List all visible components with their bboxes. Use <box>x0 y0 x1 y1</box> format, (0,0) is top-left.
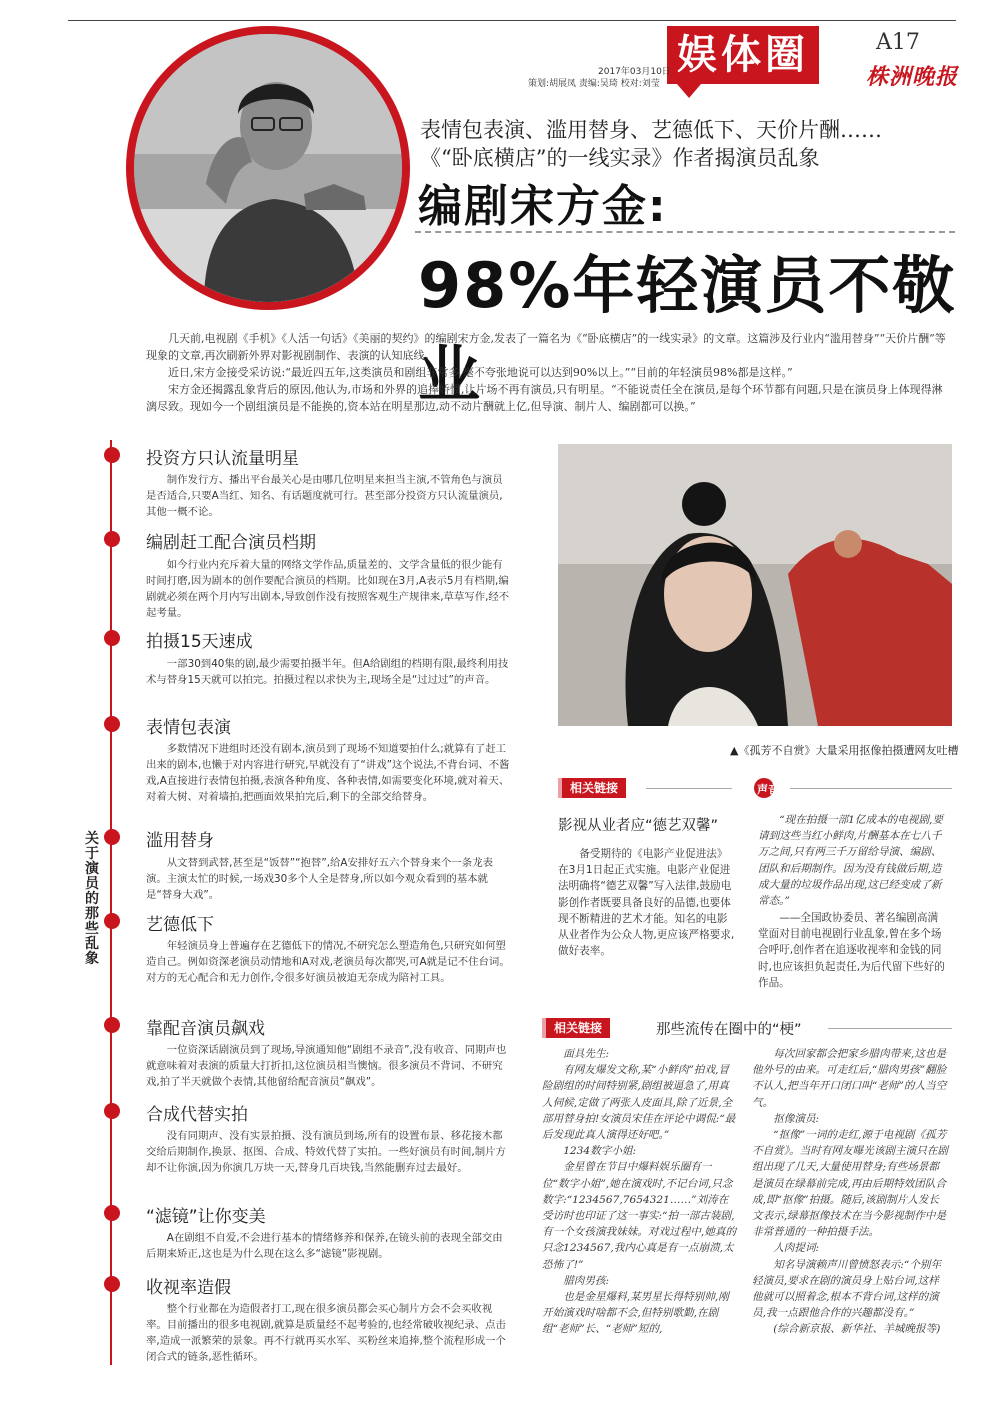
paper-name: 株洲晚报 <box>866 64 959 90</box>
section-title: 滥用替身 <box>146 831 214 851</box>
publish-meta <box>528 66 671 90</box>
section-body <box>146 557 512 621</box>
meme-subhead: 面具先生: <box>563 1048 610 1060</box>
meme-paragraph: 每次回家都会把家乡腊肉带来,这也是他外号的由来。可走红后,“腊肉男孩”翻脸不认人,把当年开口闭口叫“老师”的人当空气。 <box>752 1048 947 1109</box>
divider <box>646 788 732 789</box>
section-bullet <box>104 829 120 845</box>
section-paragraph: 整个行业都在为造假者打工,现在很多演员都会买心制片方会不会买收视率。目前播出的很多电视剧,就算是质量经不起考验的,也经常破收视纪录、点击率,造成一派繁荣的景象。再不行就再买水军、买粉丝来追捧,整个流程形成一个闭合式的链条,恶性循环。 <box>146 1303 506 1363</box>
sources-note: (综合新京报、新华社、羊城晚报等) <box>773 1323 941 1336</box>
voice-quote <box>758 812 948 909</box>
related-paragraph: 备受期待的《电影产业促进法》在3月1日起正式实施。电影产业促进法明确将“德艺双馨”写入法律,鼓励电影创作者既要具备良好的品德,也要体现不断精进的艺术才能。知名的电影从业者作为公众人物,更应该严格要求,做好表率。 <box>558 848 735 958</box>
section-bullet <box>104 913 120 929</box>
intro-paragraph: 宋方金还揭露乱象背后的原因,他认为,市场和外界的追捧娇惯,让片场不再有演员,只有明星。“不能说责任全在演员,是每个环节都有问题,只是在演员身上体现得淋漓尽致。现如今一个剧组演员是不能换的,资本站在明星那边,动不动片酬就上亿,但导演、制片人、编剧都可以换。” <box>146 383 943 413</box>
meme-paragraph: “抠像”一词的走红,源于电视剧《孤芳不自赏》。当时有网友曝光该剧主演只在剧组出现了几天,大量使用替身;有些场景都是演员在绿幕前完成,再由后期特效团队合成,即“抠像”拍摄。随后,该剧制片人发长文表示,绿幕抠像技术在当今影视制作中是非常普通的一种拍摄手法。 <box>752 1129 948 1239</box>
section-paragraph: 从文替到武替,甚至是“饭替”“抱替”,给A安排好五六个替身来个一条龙表演。主演太忙的时候,一场戏30多个人全是替身,所以如今观众看到的基本就是“替身大戏”。 <box>146 857 493 901</box>
section-bullet <box>104 1103 120 1119</box>
headline-title: 编剧宋方金: <box>418 181 668 232</box>
headline-divider <box>415 231 955 233</box>
section-body <box>146 1230 512 1262</box>
section-paragraph: 如今行业内充斥着大量的网络文学作品,质量差的、文学含量低的很少能有时间打磨,因为剧本的创作要配合演员的档期。比如现在3月,A表示5月有档期,编剧就必须在两个月内写出剧本,导致创作没有按照客观生产规律来,草草写作,经不起考量。 <box>146 559 510 619</box>
author-portrait <box>134 34 402 302</box>
timeline-line <box>110 440 112 1365</box>
intro-paragraph: 几天前,电视剧《手机》《人活一句话》《美丽的契约》的编剧宋方金,发表了一篇名为《“卧底横店”的一线实录》的文章。这篇涉及行业内“滥用替身”“天价片酬”等现象的文章,再次刷新外界对影视剧制作、表演的认知底线。 <box>146 332 946 362</box>
section-paragraph: 多数情况下进组时还没有剧本,演员到了现场不知道要拍什么;就算有了赶工出来的剧本,也懒于对内容进行研究,早就没有了“讲戏”这个说法,不背台词、不酱戏,A直接进行表情包拍摄,表演各种角度、各种表情,如需要变化环境,就对着天、对着大树、对着墙拍,把画面效果拍完后,剩下的全部交给替身。 <box>146 743 510 803</box>
section-title: 艺德低下 <box>146 915 214 935</box>
section-paragraph: 一部30到40集的剧,最少需要拍摄半年。但A给剧组的档期有限,最终利用技术与替身15天就可以拍完。拍摄过程以求快为主,现场全是“过过过”的声音。 <box>146 658 509 686</box>
section-body <box>146 855 512 903</box>
related-title: 那些流传在圈中的“梗” <box>656 1022 802 1038</box>
meme-paragraph: 金星曾在节目中爆料娱乐圈有一位“数字小姐”,她在演戏时,不记台词,只念数字:“1234567,7654321……”刘涛在受访时也印证了这一事实:“拍一部古装剧,有一个女孩演我妹妹。对戏过程中,她真的只念1234567,我内心真是有一点崩溃,太恐怖了!” <box>542 1161 737 1271</box>
section-bullet <box>104 531 120 547</box>
section-title: 合成代替实拍 <box>146 1105 248 1125</box>
section-title: 拍摄15天速成 <box>146 632 253 652</box>
meme-paragraph: 也是金星爆料,某男星长得特别帅,刚开始演戏时啥都不会,但特别歌勤,在剧组“老师”长、“老师”短的, <box>542 1291 729 1336</box>
section-body <box>146 656 512 688</box>
section-bullet <box>104 716 120 732</box>
section-body <box>146 1301 512 1365</box>
top-rule <box>68 20 956 21</box>
section-title: “滤镜”让你变美 <box>146 1207 266 1227</box>
meme-subhead: 人肉提词: <box>773 1242 820 1255</box>
section-title: 收视率造假 <box>146 1278 231 1298</box>
section-title: 靠配音演员飙戏 <box>146 1019 265 1039</box>
section-body <box>146 938 512 986</box>
drama-still-photo <box>558 444 952 726</box>
memes-column-1 <box>542 1046 738 1338</box>
voice-attribution-text: ——全国政协委员、著名编剧高满堂面对目前电视剧行业乱象,曾在多个场合呼吁,创作者在追逐收视率和金钱的同时,也应该担负起责任,为后代留下些好的作品。 <box>758 912 945 989</box>
divider <box>828 1028 952 1029</box>
intro-paragraph: 近日,宋方金接受采访说:“最近四五年,这类演员和剧组非常多,毫不夸张地说可以达到90%以上。”“目前的年轻演员98%都是这样。” <box>168 366 793 379</box>
drama-still-illustration <box>558 444 952 726</box>
section-bullet <box>104 1205 120 1221</box>
related-title: 影视从业者应“德艺双馨” <box>558 818 719 834</box>
section-bullet <box>104 630 120 646</box>
side-label: 关于演员的那些乱象 <box>85 831 99 967</box>
kicker <box>420 116 940 172</box>
related-body <box>558 846 738 959</box>
voice-tag: 声音 <box>757 783 779 796</box>
meme-paragraph: 知名导演赖声川曾愤怒表示:“个别年轻演员,要求在剧的演员身上贴台词,这样他就可以照着念,根本不背台词,这样的演员,我一点跟他合作的兴趣都没有。” <box>752 1258 942 1320</box>
photo-caption: ▲《孤芳不自赏》大量采用抠像拍摄遭网友吐槽 <box>730 744 959 757</box>
section-title: 编剧赶工配合演员档期 <box>146 533 316 553</box>
kicker-line-2: 《“卧底横店”的一线实录》作者揭演员乱象 <box>420 146 820 170</box>
kicker-line-1: 表情包表演、滥用替身、艺德低下、天价片酬…… <box>420 118 882 142</box>
section-paragraph: 年轻演员身上普遍存在艺德低下的情况,不研究怎么塑造角色,只研究如何塑造自己。例如资深老演员动情地和A对戏,老演员每次都哭,可A就是记不住台词。对方的无心配合和无力创作,令很多好演员被迫无奈成为陪衬工具。 <box>146 940 510 984</box>
editors-line: 策划:胡展凤 责编:吴琦 校对:刘莹 <box>528 79 660 89</box>
related-link-tag: 相关链接 <box>542 1018 610 1038</box>
section-paragraph: A在剧组不自爱,不会进行基本的情绪修养和保养,在镜头前的表现全部交由后期来矫正,这也是为什么现在这么多“滤镜”影视剧。 <box>146 1232 503 1260</box>
section-bullet <box>104 447 120 463</box>
section-paragraph: 没有同期声、没有实景拍摄、没有演员到场,所有的设置布景、移花接木都交给后期制作,换景、抠图、合成、特效代替了实拍。一些好演员有时间,制片方却不让你演,因为你演几万块一天,替身几百块钱,当然能删弃过去最好。 <box>146 1130 506 1174</box>
meme-paragraph: 有网友爆发文称,某“小鲜肉”拍戏,冒险剧组的时间特别紧,剧组被逼急了,用真人伺候,定做了两张人皮面具,除了近景,全部用替身拍!女演员宋佳在评论中调侃:“最后发现此真人演得还好吧。” <box>542 1064 736 1142</box>
page-number: A17 <box>876 30 920 55</box>
related-link-tag: 相关链接 <box>558 778 626 798</box>
voice-attribution <box>758 910 948 991</box>
publish-date: 2017年03月10日 <box>598 67 671 77</box>
section-body <box>146 472 512 520</box>
section-bullet <box>104 1276 120 1292</box>
section-title: 表情包表演 <box>146 718 231 738</box>
section-body <box>146 741 512 805</box>
headline-subtitle: 98%年轻演员不敬业 <box>418 249 957 411</box>
section-tag: 娱体圈 <box>667 26 819 84</box>
intro-text <box>146 330 946 415</box>
section-paragraph: 一位资深话剧演员到了现场,导演通知他“剧组不录音”,没有收音、同期声也就意味着对表演的质量大打折扣,这位演员相当懊恼。很多演员不背词、不研究戏,拍了半天就做个表情,其他留给配音演员“飙戏”。 <box>146 1044 507 1088</box>
section-paragraph: 制作发行方、播出平台最关心是由哪几位明星来担当主演,不管角色与演员是否适合,只要A当红、知名、有话题度就可行。甚至部分投资方只认流量演员,其他一概不论。 <box>146 474 503 518</box>
section-title: 投资方只认流量明星 <box>146 449 299 469</box>
section-bullet <box>104 1017 120 1033</box>
meme-subhead: 抠像演员: <box>773 1112 820 1125</box>
section-body <box>146 1042 512 1090</box>
memes-column-2 <box>752 1046 948 1338</box>
portrait-illustration <box>134 34 402 302</box>
voice-quote-text: “现在拍摄一部1亿成本的电视剧,要请到这些当红小鲜肉,片酬基本在七八千万之间,只有两三千万留给导演、编剧、团队和后期制作。因为没有钱做后期,造成大量的垃圾作品出现,这已经变成了新常态。” <box>758 814 944 908</box>
section-body <box>146 1128 512 1176</box>
meme-subhead: 1234数字小姐: <box>563 1145 637 1158</box>
meme-subhead: 腊肉男孩: <box>563 1274 610 1287</box>
divider <box>790 788 952 789</box>
